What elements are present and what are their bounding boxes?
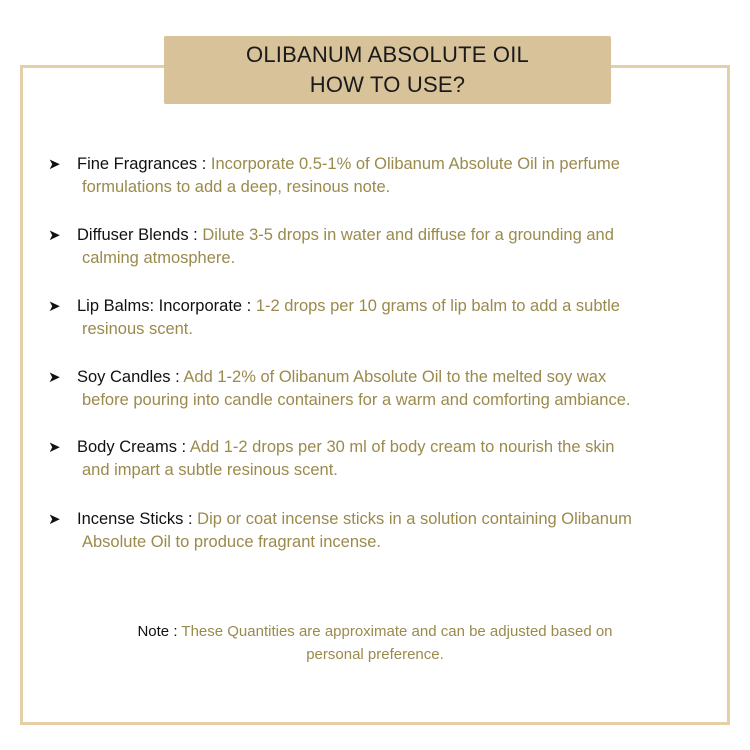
usage-item-label: Fine Fragrances : [77,155,207,173]
page-title: OLIBANUM ABSOLUTE OIL [246,42,529,67]
arrow-bullet-icon: ➤ [48,510,61,528]
usage-item-description-continued: calming atmosphere. [82,249,236,267]
usage-item-label: Lip Balms: Incorporate : [77,297,252,315]
page-subtitle: HOW TO USE? [309,72,466,97]
usage-item-description-continued: formulations to add a deep, resinous note. [82,178,391,196]
arrow-bullet-icon: ➤ [48,226,61,244]
usage-item-description-continued: resinous scent. [82,320,193,338]
arrow-bullet-icon: ➤ [48,155,61,173]
arrow-bullet-icon: ➤ [48,297,61,315]
usage-item-label: Incense Sticks : [77,510,193,528]
usage-item-description: Dilute 3-5 drops in water and diffuse for a grounding and [202,226,614,244]
usage-item-description-continued: Absolute Oil to produce fragrant incense. [82,533,382,551]
usage-item-description-continued: and impart a subtle resinous scent. [82,461,338,479]
note-text-continued: personal preference. [306,646,444,663]
arrow-bullet-icon: ➤ [48,368,61,386]
note-text: These Quantities are approximate and can be adjusted based on [181,623,613,640]
usage-item-description: 1-2 drops per 10 grams of lip balm to add a subtle [255,297,620,315]
usage-item-description: Add 1-2 drops per 30 ml of body cream to nourish the skin [189,438,615,456]
usage-item-description: Add 1-2% of Olibanum Absolute Oil to the melted soy wax [183,368,607,386]
usage-item-description: Incorporate 0.5-1% of Olibanum Absolute Oil in perfume [210,155,620,173]
usage-item-label: Soy Candles : [77,368,180,386]
title-banner [164,36,611,104]
usage-item-label: Body Creams : [77,438,187,456]
arrow-bullet-icon: ➤ [48,438,61,456]
usage-item-description-continued: before pouring into candle containers for a warm and comforting ambiance. [82,391,631,409]
usage-item-description: Dip or coat incense sticks in a solution containing Olibanum [197,510,632,528]
note-label: Note : [137,623,178,640]
footnote [0,620,750,666]
usage-item-label: Diffuser Blends : [77,226,198,244]
